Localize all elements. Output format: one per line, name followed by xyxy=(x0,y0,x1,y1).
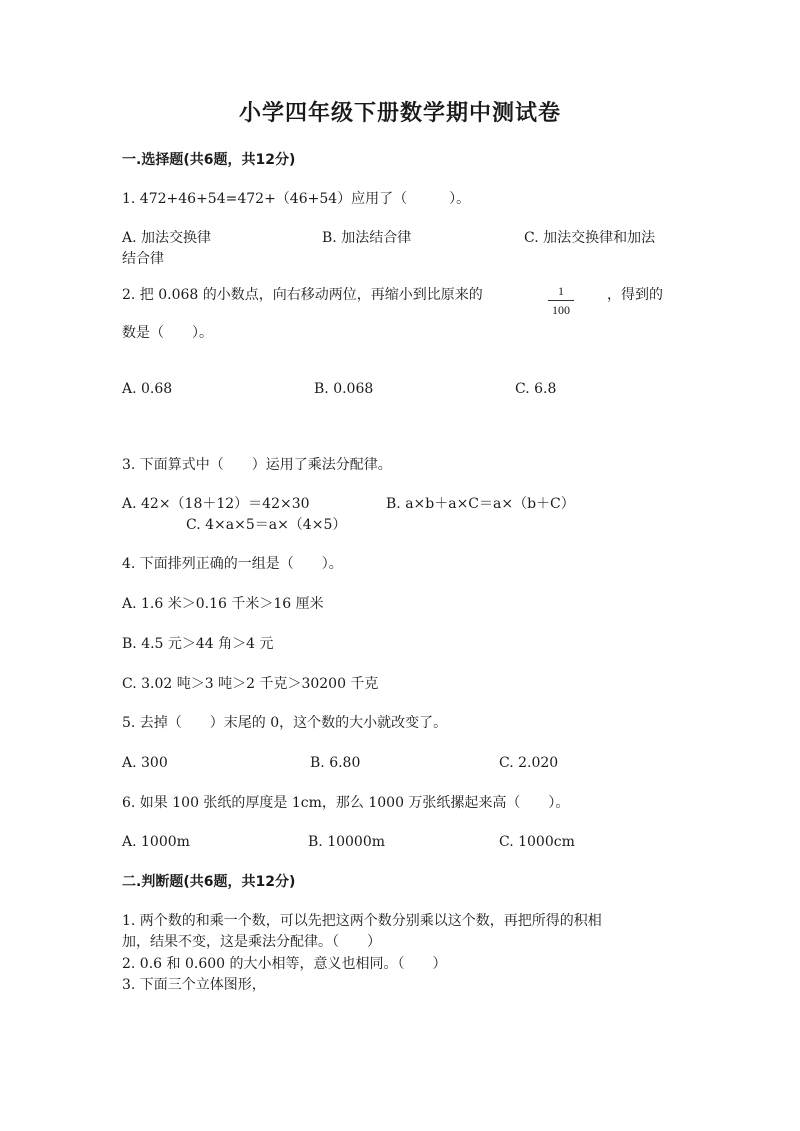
section-heading-choice: 一.选择题(共6题，共12分) xyxy=(122,152,296,168)
fraction-denominator: 100 xyxy=(552,303,570,317)
question-3-option-b: B. a×b＋a×C＝a×（b＋C） xyxy=(386,496,575,512)
question-5-option-a: A. 300 xyxy=(122,755,168,771)
question-1-option-a: A. 加法交换律 xyxy=(122,230,212,246)
fraction-one-hundredth xyxy=(548,284,574,317)
question-2-option-b: B. 0.068 xyxy=(314,381,374,397)
judgment-1-line1: 1. 两个数的和乘一个数，可以先把这两个数分别乘以这个数，再把所得的积相 xyxy=(122,913,602,929)
question-4-option-a: A. 1.6 米＞0.16 千米＞16 厘米 xyxy=(122,596,324,612)
question-2-option-a: A. 0.68 xyxy=(122,381,173,397)
judgment-1-line2: 加，结果不变，这是乘法分配律。（ ） xyxy=(122,934,381,950)
question-3-option-c: C. 4×a×5＝a×（4×5） xyxy=(186,517,347,533)
question-5-option-b: B. 6.80 xyxy=(310,755,361,771)
question-1-option-b: B. 加法结合律 xyxy=(322,230,412,246)
question-5-stem: 5. 去掉（ ）末尾的 0，这个数的大小就改变了。 xyxy=(122,715,448,731)
question-4-stem: 4. 下面排列正确的一组是（ ）。 xyxy=(122,556,343,572)
question-3-stem: 3. 下面算式中（ ）运用了乘法分配律。 xyxy=(122,457,392,473)
section-heading-judgment: 二.判断题(共6题，共12分) xyxy=(122,874,296,890)
question-4-option-b: B. 4.5 元＞44 角＞4 元 xyxy=(122,636,274,652)
question-6-option-b: B. 10000m xyxy=(308,834,385,850)
fraction-bar xyxy=(548,300,574,301)
question-2-option-c: C. 6.8 xyxy=(515,381,557,397)
question-1-stem: 1. 472+46+54=472+（46+54）应用了（ ）。 xyxy=(122,191,471,207)
question-2-stem-line2: 数是（ ）。 xyxy=(122,325,213,341)
question-4-option-c: C. 3.02 吨＞3 吨＞2 千克＞30200 千克 xyxy=(122,676,379,692)
question-2-stem-part2: ，得到的 xyxy=(607,287,663,303)
question-3-option-a: A. 42×（18＋12）＝42×30 xyxy=(122,496,310,512)
page-title: 小学四年级下册数学期中测试卷 xyxy=(238,100,561,126)
question-1-option-c: C. 加法交换律和加法 xyxy=(524,230,656,246)
question-6-option-c: C. 1000cm xyxy=(499,834,575,850)
question-6-stem: 6. 如果 100 张纸的厚度是 1cm，那么 1000 万张纸摞起来高（ ）。 xyxy=(122,795,570,811)
fraction-numerator: 1 xyxy=(558,284,564,298)
question-2-stem-part1: 2. 把 0.068 的小数点，向右移动两位，再缩小到比原来的 xyxy=(122,287,483,303)
question-5-option-c: C. 2.020 xyxy=(499,755,559,771)
question-1-option-c-wrap: 结合律 xyxy=(122,251,164,267)
judgment-2-line1: 2. 0.6 和 0.600 的大小相等，意义也相同。（ ） xyxy=(122,956,447,972)
judgment-3-line1: 3. 下面三个立体图形， xyxy=(122,977,266,993)
question-6-option-a: A. 1000m xyxy=(122,834,190,850)
